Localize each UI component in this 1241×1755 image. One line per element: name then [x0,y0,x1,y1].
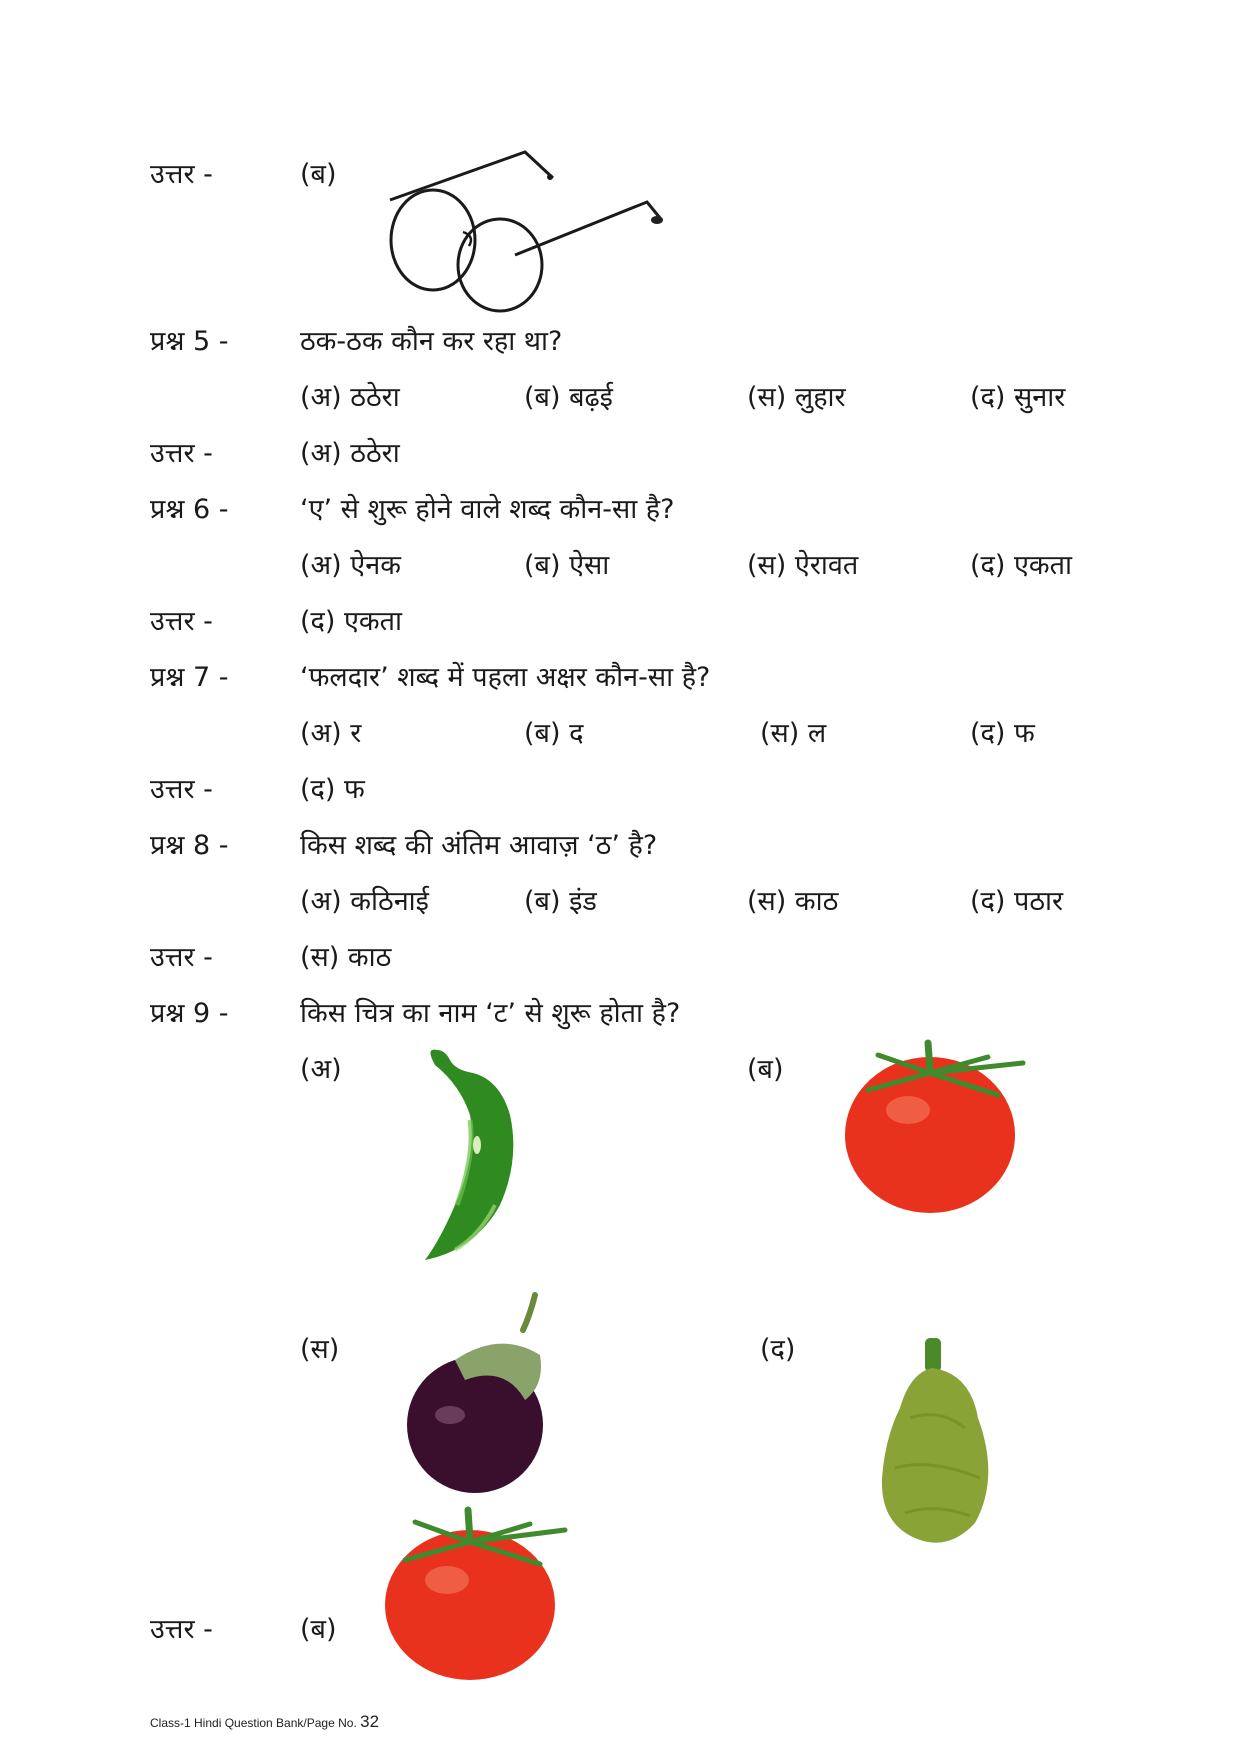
q5-option-c: (स) लुहार [747,382,846,413]
tomato-answer-image [375,1500,575,1685]
q6-question: ‘ए’ से शुरू होने वाले शब्द कौन-सा है? [300,494,675,525]
q9-option-d: (द) [760,1334,796,1365]
q6-option-a: (अ) ऐनक [300,550,401,581]
q9-option-b: (ब) [747,1054,784,1085]
jackfruit-image [870,1338,1005,1548]
green-chilli-image [415,1045,540,1265]
q7-label: प्रश्न 7 - [150,662,229,693]
q8-question: किस शब्द की अंतिम आवाज़ ‘ठ’ है? [300,830,658,861]
brinjal-image [405,1290,555,1495]
q7-option-a: (अ) र [300,718,362,749]
q5-option-b: (ब) बढ़ई [524,382,613,413]
spectacles-image [385,150,685,315]
q5-answer-value: (अ) ठठेरा [300,438,400,469]
q5-option-a: (अ) ठठेरा [300,382,400,413]
q6-option-c: (स) ऐरावत [747,550,859,581]
page-number: 32 [360,1712,380,1731]
q9-answer-label: उत्तर - [150,1614,213,1645]
q7-answer-label: उत्तर - [150,774,213,805]
q8-answer-value: (स) काठ [300,942,392,973]
tomato-image [838,1035,1038,1220]
q9-option-a: (अ) [300,1054,342,1085]
q8-answer-label: उत्तर - [150,942,213,973]
page-footer [150,1712,379,1732]
q5-option-d: (द) सुनार [970,382,1066,413]
q6-option-b: (ब) ऐसा [524,550,610,581]
q6-answer-label: उत्तर - [150,606,213,637]
q7-question: ‘फलदार’ शब्द में पहला अक्षर कौन-सा है? [300,662,711,693]
q9-answer-value: (ब) [300,1614,337,1645]
q6-label: प्रश्न 6 - [150,494,229,525]
q7-option-c: (स) ल [760,718,827,749]
q7-option-b: (ब) द [524,718,584,749]
q7-answer-value: (द) फ [300,774,365,805]
q5-question: ठक-ठक कौन कर रहा था? [300,326,563,357]
q8-option-b: (ब) इंड [524,886,597,917]
q4-answer-value: (ब) [300,159,337,190]
q9-label: प्रश्न 9 - [150,998,229,1029]
q8-option-d: (द) पठार [970,886,1064,917]
q8-option-c: (स) काठ [747,886,839,917]
q9-question: किस चित्र का नाम ‘ट’ से शुरू होता है? [300,998,681,1029]
q5-label: प्रश्न 5 - [150,326,229,357]
q7-option-d: (द) फ [970,718,1035,749]
q6-option-d: (द) एकता [970,550,1073,581]
q4-answer-label: उत्तर - [150,159,213,190]
q8-label: प्रश्न 8 - [150,830,229,861]
q5-answer-label: उत्तर - [150,438,213,469]
footer-text: Class-1 Hindi Question Bank/Page No. [150,1716,357,1730]
q9-option-c: (स) [300,1334,340,1365]
q8-option-a: (अ) कठिनाई [300,886,429,917]
q6-answer-value: (द) एकता [300,606,403,637]
